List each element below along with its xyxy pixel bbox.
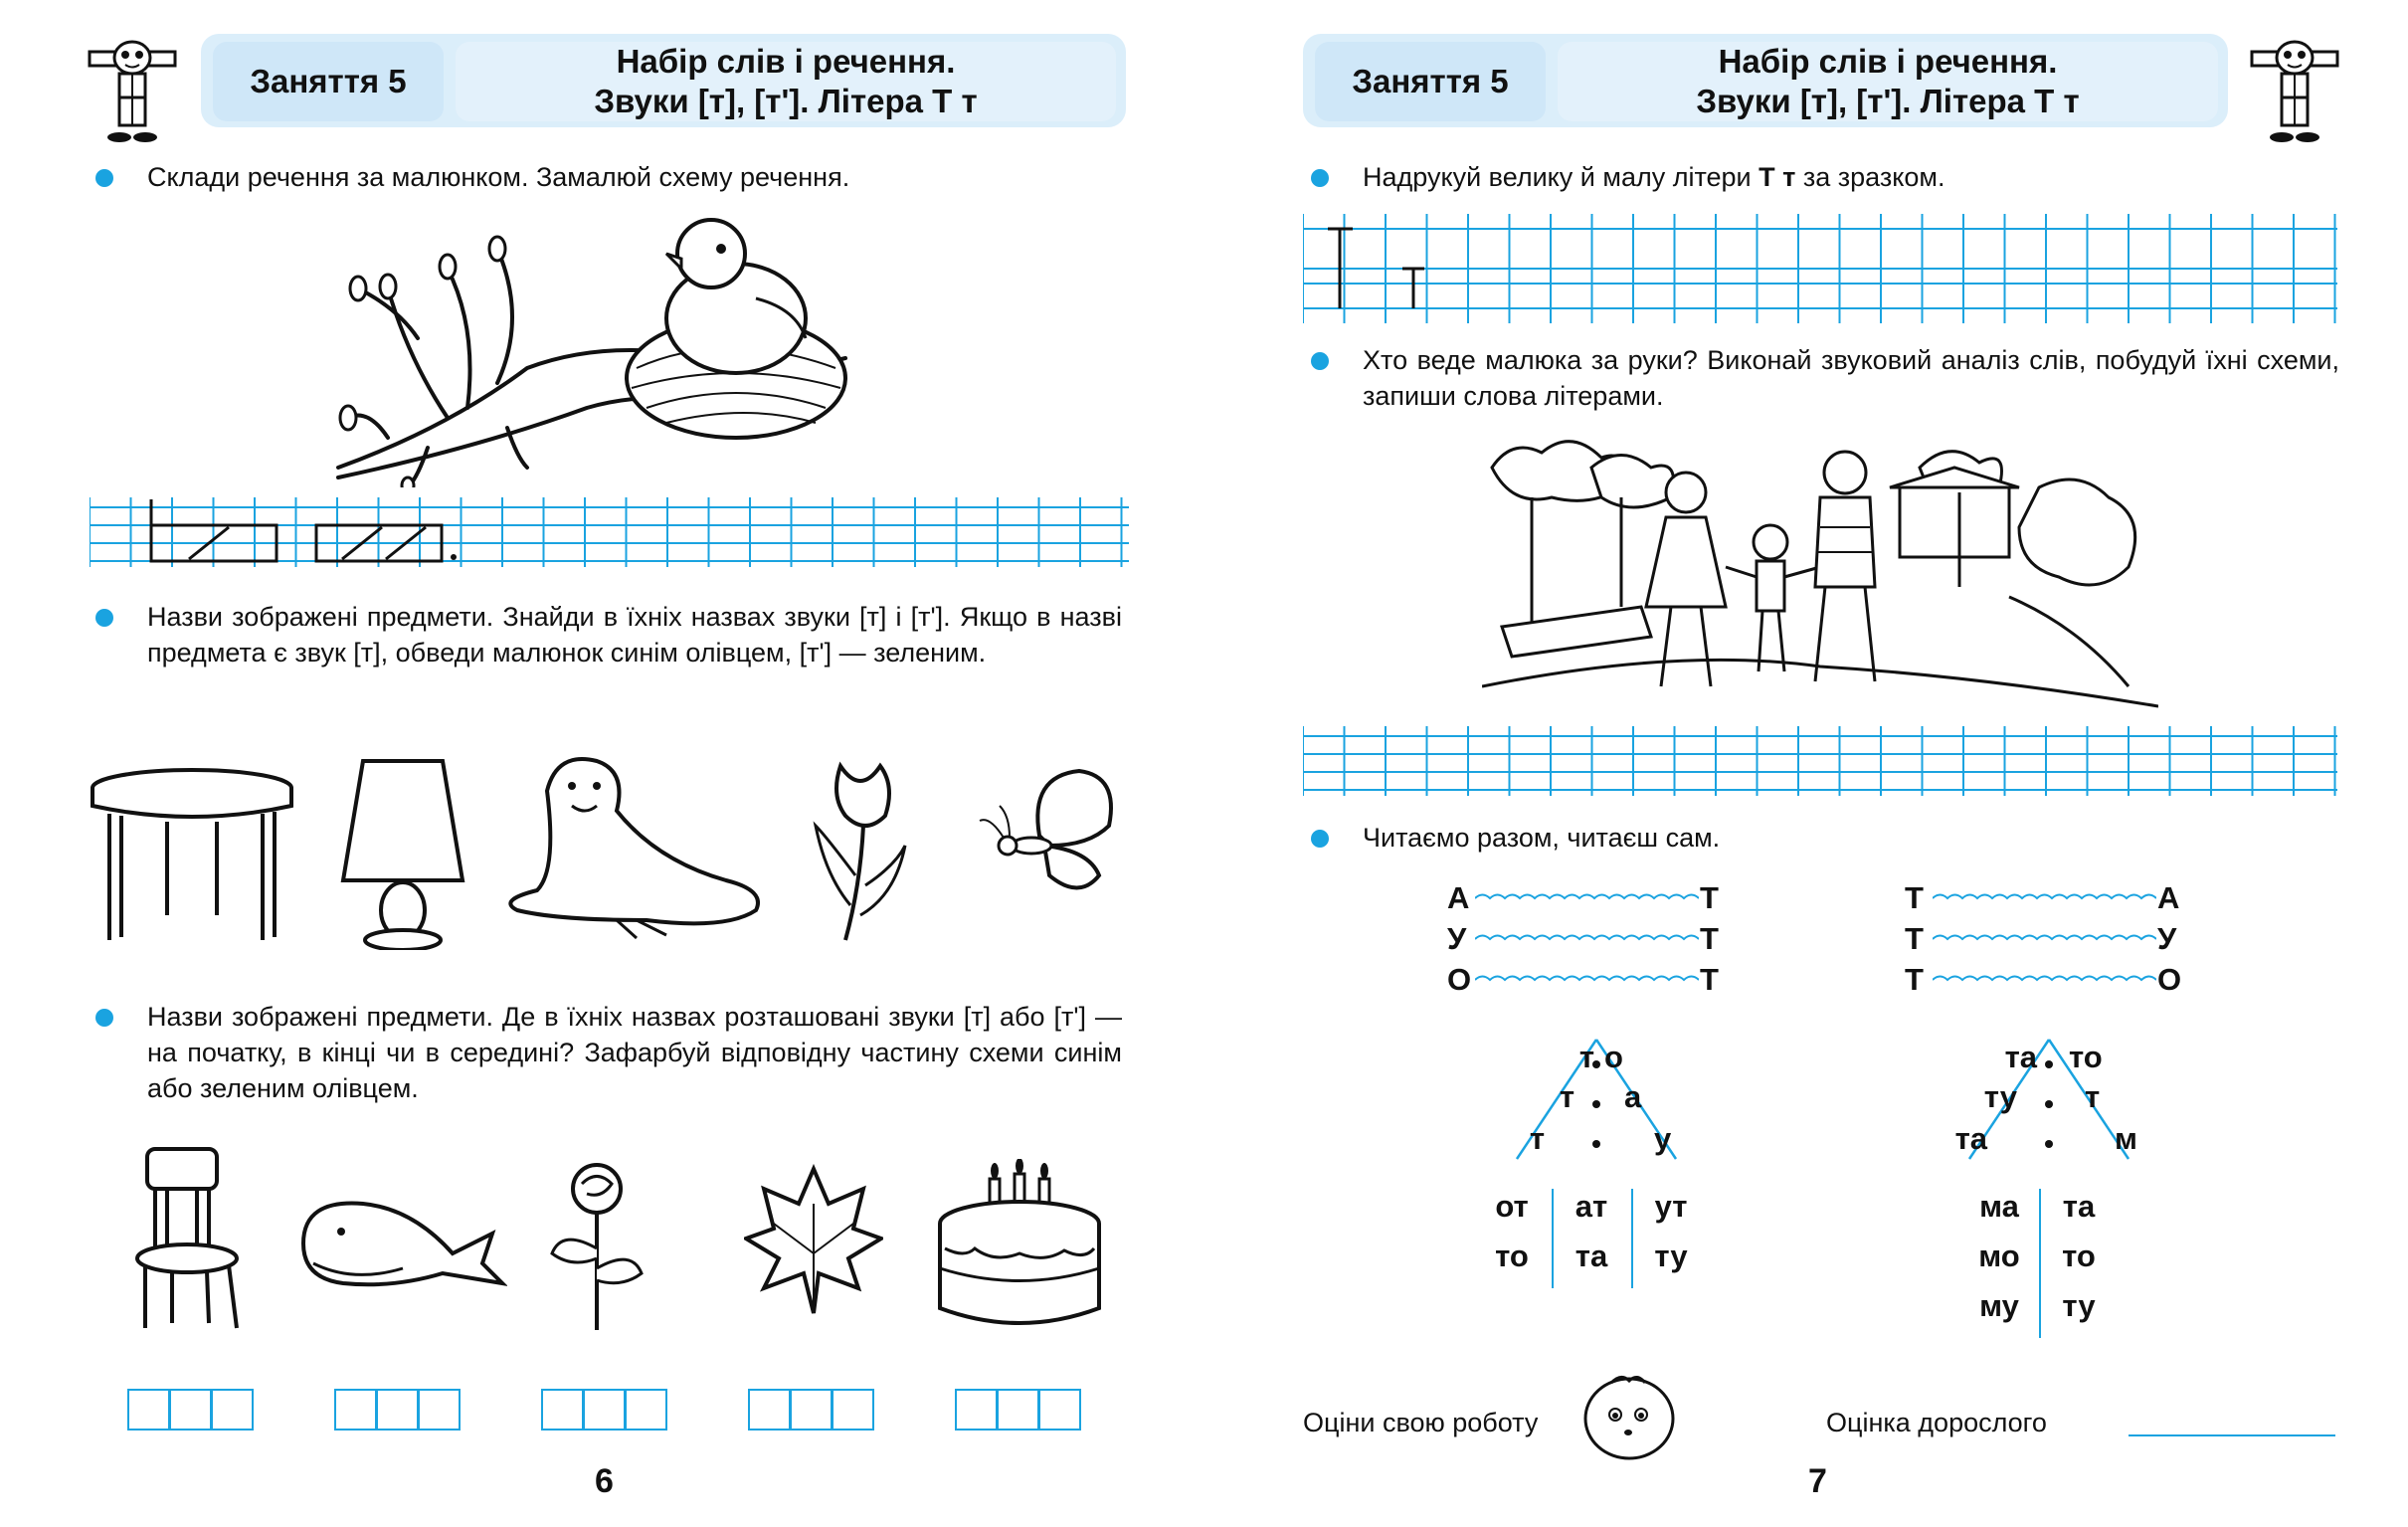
triangle-syllable: т [2085, 1079, 2101, 1114]
wave-line [1475, 970, 1699, 990]
triangle-syllable: та [1954, 1121, 1987, 1156]
wave-letter-start: О [1447, 962, 1472, 997]
triangle-syllable: м [2115, 1121, 2137, 1156]
adult-eval-line[interactable] [2129, 1434, 2335, 1436]
syllable-cell: му [1979, 1288, 2019, 1323]
left-task2: Назви зображені предмети. Знайди в їхніх назвах звуки [т] і [т']. Якщо в назві предмета є звук [т], обведи малюнок синім олівцем, [т'] — зеленим. [147, 602, 1122, 668]
page-number: 6 [595, 1462, 614, 1500]
right-task1: Надрукуй велику й малу літери Т т за зразком. [1363, 162, 1945, 192]
triangle-syllable: та [2004, 1040, 2037, 1074]
syllable-cell: та [1574, 1239, 1608, 1273]
wave-letter-end: У [2157, 921, 2177, 956]
tulip-icon [806, 756, 915, 945]
wave-letter-end: О [2157, 962, 2182, 997]
wave-letter-start: Т [1905, 921, 1924, 956]
left-header-title [456, 42, 1116, 121]
answer-cell[interactable] [583, 1389, 626, 1431]
syllable-cell: ту [1654, 1239, 1688, 1273]
left-lesson-badge [213, 42, 444, 121]
cake-icon [935, 1159, 1104, 1333]
bullet [95, 1009, 113, 1027]
adult-eval-label: Оцінка дорослого [1826, 1408, 2047, 1437]
triangle-syllables-right [1910, 1030, 2188, 1169]
bullet [1311, 352, 1329, 370]
wave-line [1933, 929, 2156, 949]
butterfly-icon [970, 766, 1129, 905]
park-family-icon [1482, 428, 2158, 716]
triangle-syllable: ту [1983, 1079, 2017, 1114]
left-task1: Склади речення за малюнком. Замалюй схему речення. [147, 162, 850, 192]
answer-cell[interactable] [127, 1389, 170, 1431]
letter-grid [1303, 214, 2337, 323]
bullet [95, 609, 113, 627]
page-number: 7 [1808, 1462, 1827, 1500]
wave-rows-left [1447, 880, 1736, 1005]
wave-letter-start: Т [1905, 962, 1924, 997]
syllable-cell: та [2062, 1189, 2096, 1224]
answer-cell[interactable] [1038, 1389, 1081, 1431]
wave-rows-right [1905, 880, 2193, 1005]
syllable-cell: от [1495, 1189, 1529, 1224]
syllable-cell: то [1495, 1239, 1529, 1273]
table-divider [1552, 1189, 1554, 1288]
writing-grid [90, 497, 1129, 567]
table-icon [88, 766, 296, 945]
smiley-face-icon[interactable] [1581, 1371, 1677, 1462]
triangle-syllable: а [1624, 1079, 1642, 1114]
wave-letter-end: Т [1700, 921, 1719, 956]
right-header-title [1558, 42, 2218, 121]
answer-cell[interactable] [334, 1389, 377, 1431]
wave-letter-start: А [1447, 880, 1470, 915]
triangle-syllable: у [1654, 1121, 1672, 1156]
wave-line [1475, 929, 1699, 949]
triangle-syllable: т [1559, 1079, 1574, 1114]
wave-line [1933, 888, 2156, 908]
syllable-cell: мо [1978, 1239, 2020, 1273]
bird-nest-icon [328, 209, 885, 487]
triangle-syllable: т [1529, 1121, 1545, 1156]
wave-line [1475, 888, 1699, 908]
syllable-table-right [1959, 1189, 2119, 1338]
wave-letter-end: Т [1700, 962, 1719, 997]
answer-cell[interactable] [790, 1389, 833, 1431]
writing-grid [1303, 726, 2337, 796]
answer-cell[interactable] [376, 1389, 419, 1431]
wave-letter-start: Т [1905, 880, 1924, 915]
syllable-cell: ат [1574, 1189, 1608, 1224]
chair-icon [127, 1144, 257, 1333]
wave-letter-end: А [2157, 880, 2180, 915]
right-lesson-badge [1315, 42, 1546, 121]
syllable-cell: ту [2062, 1288, 2096, 1323]
rose-icon [542, 1159, 651, 1333]
answer-cell[interactable] [211, 1389, 254, 1431]
left-task3: Назви зображені предмети. Де в їхніх назвах розташовані звуки [т] або [т'] — на початку, в кінці чи в середині? Зафарбуй відповідну частину схеми синім або зеленим олівцем. [147, 1002, 1122, 1103]
wave-letter-start: У [1447, 921, 1467, 956]
self-eval-label: Оціни свою роботу [1303, 1408, 1539, 1437]
title-line1: Набір слів і речення. [616, 43, 956, 80]
answer-cell[interactable] [955, 1389, 998, 1431]
triangle-syllable: т [1578, 1040, 1594, 1074]
answer-cell[interactable] [625, 1389, 667, 1431]
answer-cell[interactable] [169, 1389, 212, 1431]
lamp-icon [338, 751, 467, 950]
triangle-syllable: о [1604, 1040, 1623, 1074]
right-task3: Читаємо разом, читаєш сам. [1363, 823, 1721, 853]
lesson-label: Заняття 5 [1352, 63, 1509, 99]
title-line2: Звуки [т], [т']. Літера Т т [594, 83, 978, 119]
answer-boxes [127, 1389, 1132, 1432]
mascot-icon [88, 38, 177, 145]
table-divider [2039, 1189, 2041, 1338]
answer-cell[interactable] [997, 1389, 1039, 1431]
seal-icon [497, 751, 776, 940]
answer-cell[interactable] [541, 1389, 584, 1431]
bullet [1311, 830, 1329, 848]
whale-icon [293, 1194, 507, 1293]
wave-letter-end: Т [1700, 880, 1719, 915]
triangle-syllable: то [2069, 1040, 2103, 1074]
bullet [1311, 169, 1329, 187]
lesson-label: Заняття 5 [250, 63, 407, 99]
table-divider [1631, 1189, 1633, 1288]
syllable-cell: то [2062, 1239, 2096, 1273]
syllable-cell: ут [1654, 1189, 1688, 1224]
triangle-syllables-left [1477, 1030, 1716, 1169]
title-line2: Звуки [т], [т']. Літера Т т [1696, 83, 2080, 119]
wave-line [1933, 970, 2156, 990]
mascot-icon [2250, 38, 2339, 145]
answer-cell[interactable] [418, 1389, 461, 1431]
title-line1: Набір слів і речення. [1718, 43, 2058, 80]
leaf-icon [744, 1164, 883, 1318]
answer-cell[interactable] [832, 1389, 874, 1431]
syllable-table-left [1472, 1189, 1711, 1298]
right-task2: Хто веде малюка за руки? Виконай звуковий аналіз слів, побудуй їхні схеми, запиши слова літерами. [1363, 345, 2339, 411]
bullet [95, 169, 113, 187]
answer-cell[interactable] [748, 1389, 791, 1431]
syllable-cell: ма [1979, 1189, 2019, 1224]
